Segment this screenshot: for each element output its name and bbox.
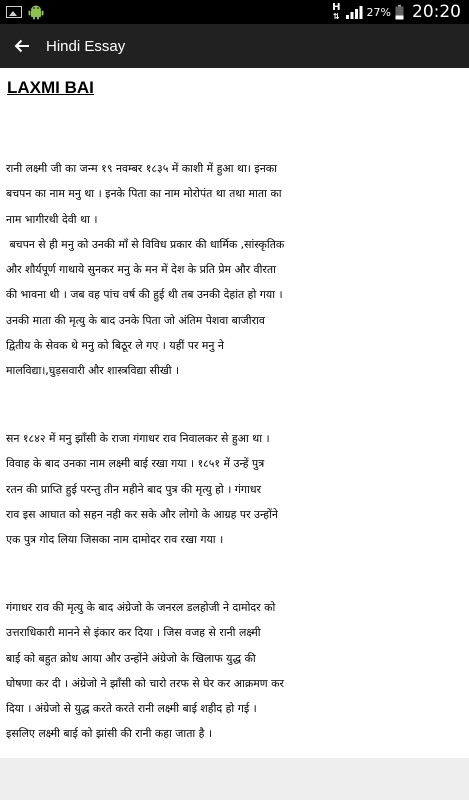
essay-content[interactable] [0, 68, 469, 758]
status-bar [0, 0, 469, 24]
text-line: विवाह के बाद उनका नाम लक्ष्मी बाई रखा गया । १८५१ में उन्हें पुत्र [6, 457, 265, 471]
text-line: मालविद्या।,घुड़सवारी और शास्त्रविद्या सीखी । [6, 364, 180, 378]
text-line: बचपन का नाम मनु था । इनके पिता का नाम मोरोपंत था तथा माता का [6, 187, 282, 201]
text-line: रानी लक्ष्मी जी का जन्म १९ नवम्बर १८३५ में काशी में हुआ था। इनका [6, 162, 277, 175]
text-line: बाई को बहुत क्रोध आया और उन्होंने अंग्रेजो के खिलाफ युद्ध की [6, 651, 256, 665]
text-line: सन १८४२ में मनु झाँसी के राजा गंगाधर राव निवालकर से हुआ था । [6, 432, 270, 445]
text-line: घोषणा कर दी । अंग्रेजो ने झाँसी को चारो तरफ से घेर कर आक्रमण कर [6, 676, 284, 690]
essay-title: LAXMI BAI [7, 78, 94, 97]
android-icon [28, 4, 44, 20]
network-type: H ⇅ [332, 2, 341, 21]
clock: 20:20 [412, 2, 461, 22]
signal-icon [345, 5, 363, 19]
text-line: की भावना थी । जब वह पांच वर्ष की हुई थी तब उनकी देहांत हो गया । [6, 288, 283, 302]
gallery-icon [6, 6, 22, 18]
text-line: राव इस आघात को सहन नही कर सके और लोगो के आग्रह पर उन्होंने [6, 507, 278, 521]
text-line: इसलिए लक्ष्मी बाई को झांसी की रानी कहा जाता है । [6, 727, 213, 741]
text-line: और शौर्यपूर्ण गाथाये सुनकर मनु के मन में देश के प्रति प्रेम और वीरता [6, 263, 276, 277]
back-button[interactable] [0, 24, 44, 68]
text-line: बचपन से ही मनु को उनकी माँ से विविध प्रकार की धार्मिक ,सांस्कृतिक [6, 237, 285, 251]
text-line: गंगाधर राव की मृत्यु के बाद अंग्रेजो के जनरल डलहोजी ने दामोदर को [6, 601, 276, 614]
text-line: उत्तराधिकारी मानने से इंकार कर दिया । जिस वजह से रानी लक्ष्मी [6, 626, 261, 640]
paragraph [6, 156, 466, 384]
text-line: रतन की प्राप्ति हुई परन्तु तीन महीने बाद पुत्र की मृत्यु हो । गंगाधर [6, 482, 262, 496]
paragraph [6, 426, 466, 552]
battery-percent: 27% [366, 5, 391, 19]
bottom-padding [0, 758, 469, 800]
system-icons [332, 2, 469, 22]
text-line: नाम भागीरथी देवी था । [6, 212, 98, 226]
text-line: उनकी माता की मृत्यु के बाद उनके पिता जो अंतिम पेशवा बाजीराव [6, 313, 265, 327]
battery-icon [395, 5, 404, 20]
paragraph [6, 595, 466, 747]
app-title: Hindi Essay [46, 37, 126, 55]
notification-icons [0, 4, 44, 20]
text-line: एक पुत्र गोद लिया जिसका नाम दामोदर राव रखा गया । [6, 533, 224, 547]
text-line: दिया । अंग्रेजो से युद्ध करते करते रानी लक्ष्मी बाई शहीद हो गई । [6, 702, 257, 716]
text-line: द्वितीय के सेवक थे मनु को बिठूर ले गए । यहीं पर मनु ने [6, 339, 224, 353]
arrow-left-icon [14, 38, 30, 54]
action-bar [0, 24, 469, 68]
